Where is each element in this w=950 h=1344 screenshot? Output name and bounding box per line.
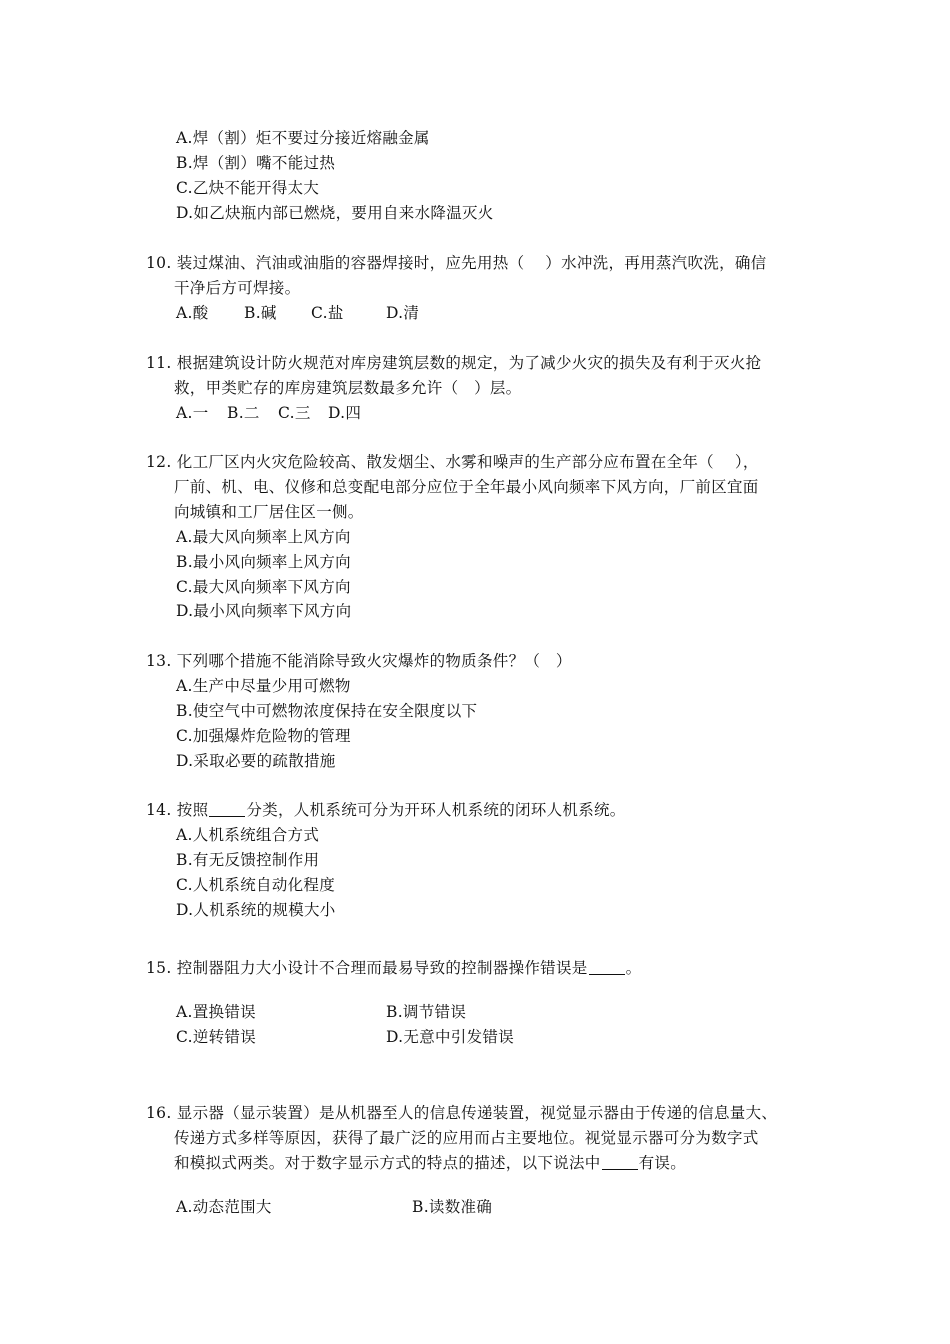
answer-blank bbox=[209, 802, 245, 817]
answer-blank bbox=[589, 960, 625, 975]
q16-option-b: B.读数准确 bbox=[412, 1198, 493, 1216]
q9-option-d: D.如乙炔瓶内部已燃烧，要用自来水降温灭火 bbox=[176, 204, 494, 222]
q15-stem-prefix: 15. 控制器阻力大小设计不合理而最易导致的控制器操作错误是 bbox=[146, 959, 588, 977]
q16-stem-line3 bbox=[174, 1153, 686, 1173]
q16-stem-line1: 16. 显示器（显示装置）是从机器至人的信息传递装置，视觉显示器由于传递的信息量大、 bbox=[146, 1104, 778, 1122]
q9-option-b: B.焊（割）嘴不能过热 bbox=[176, 154, 336, 172]
q11-option-a: A.一 bbox=[176, 404, 209, 422]
answer-blank bbox=[602, 1155, 638, 1170]
q10-option-c: C.盐 bbox=[311, 304, 344, 322]
q12-option-b: B.最小风向频率上风方向 bbox=[176, 553, 351, 571]
q14-option-b: B.有无反馈控制作用 bbox=[176, 851, 320, 869]
q10-stem-line1: 10. 装过煤油、汽油或油脂的容器焊接时，应先用热（ ）水冲洗，再用蒸汽吹洗，确信 bbox=[146, 254, 767, 272]
q14-option-c: C.人机系统自动化程度 bbox=[176, 876, 336, 894]
q16-option-a: A.动态范围大 bbox=[176, 1198, 272, 1216]
q13-option-a: A.生产中尽量少用可燃物 bbox=[176, 677, 351, 695]
q13-stem: 13. 下列哪个措施不能消除导致火灾爆炸的物质条件？（ ） bbox=[146, 652, 572, 670]
q11-stem-line2: 救，甲类贮存的库房建筑层数最多允许（ ）层。 bbox=[174, 379, 522, 397]
q10-option-d: D.清 bbox=[386, 304, 420, 322]
q11-stem-line1: 11. 根据建筑设计防火规范对库房建筑层数的规定，为了减少火灾的损失及有利于灭火抢 bbox=[146, 354, 762, 372]
q13-option-c: C.加强爆炸危险物的管理 bbox=[176, 727, 351, 745]
q16-stem-line2: 传递方式多样等原因，获得了最广泛的应用而占主要地位。视觉显示器可分为数字式 bbox=[174, 1129, 759, 1147]
q16-stem-line3-suffix: 有误。 bbox=[638, 1154, 687, 1172]
q14-stem-prefix: 14. 按照 bbox=[146, 801, 209, 819]
q10-option-b: B.碱 bbox=[244, 304, 277, 322]
q15-option-b: B.调节错误 bbox=[386, 1003, 467, 1021]
q16-stem-line3-prefix: 和模拟式两类。对于数字显示方式的特点的描述，以下说法中 bbox=[174, 1154, 601, 1172]
q12-stem-line1: 12. 化工厂区内火灾危险较高、散发烟尘、水雾和噪声的生产部分应布置在全年（ ）， bbox=[146, 453, 759, 471]
q14-stem bbox=[146, 800, 626, 820]
q14-option-d: D.人机系统的规模大小 bbox=[176, 901, 336, 919]
q9-option-a: A.焊（割）炬不要过分接近熔融金属 bbox=[176, 129, 430, 147]
q13-option-d: D.采取必要的疏散措施 bbox=[176, 752, 336, 770]
q10-option-a: A.酸 bbox=[176, 304, 209, 322]
q12-stem-line2: 厂前、机、电、仪修和总变配电部分应位于全年最小风向频率下风方向，厂前区宜面 bbox=[174, 478, 759, 496]
q15-option-a: A.置换错误 bbox=[176, 1003, 256, 1021]
q11-option-d: D.四 bbox=[328, 404, 362, 422]
q14-option-a: A.人机系统组合方式 bbox=[176, 826, 320, 844]
q14-stem-suffix: 分类，人机系统可分为开环人机系统的闭环人机系统。 bbox=[246, 801, 626, 819]
q15-stem-suffix: 。 bbox=[625, 959, 642, 977]
q10-stem-line2: 干净后方可焊接。 bbox=[174, 279, 301, 297]
q12-option-a: A.最大风向频率上风方向 bbox=[176, 528, 351, 546]
q11-option-c: C.三 bbox=[278, 404, 311, 422]
q11-option-b: B.二 bbox=[227, 404, 260, 422]
q13-option-b: B.使空气中可燃物浓度保持在安全限度以下 bbox=[176, 702, 478, 720]
q15-option-d: D.无意中引发错误 bbox=[386, 1028, 515, 1046]
q9-option-c: C.乙炔不能开得太大 bbox=[176, 179, 320, 197]
q12-option-c: C.最大风向频率下风方向 bbox=[176, 578, 351, 596]
q12-stem-line3: 向城镇和工厂居住区一侧。 bbox=[174, 503, 364, 521]
q12-option-d: D.最小风向频率下风方向 bbox=[176, 602, 352, 620]
q15-stem bbox=[146, 958, 641, 978]
q15-option-c: C.逆转错误 bbox=[176, 1028, 257, 1046]
